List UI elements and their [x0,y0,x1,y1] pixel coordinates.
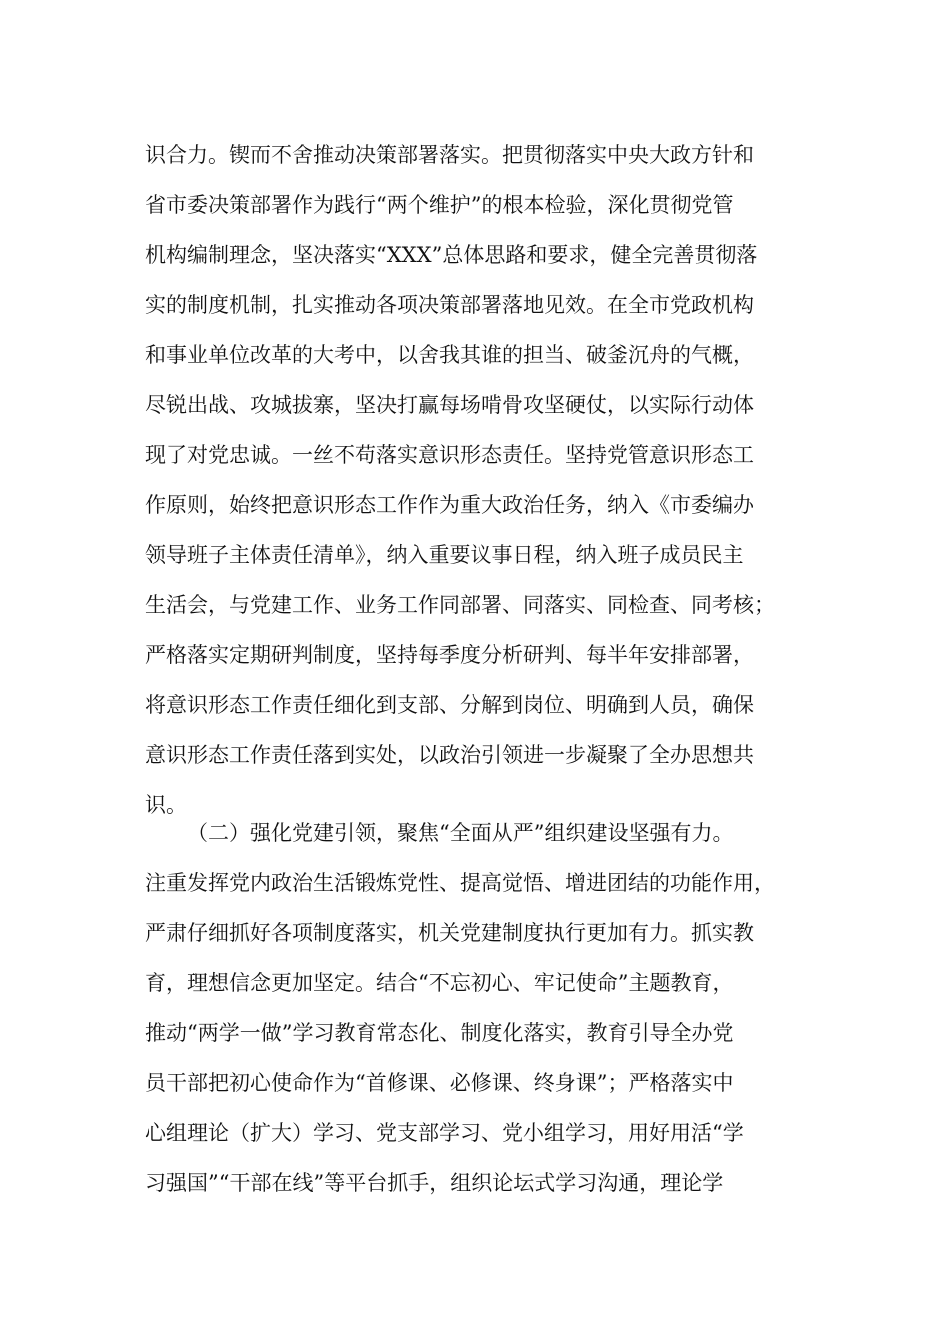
paragraph-2-line: 心组理论（扩大）学习、党支部学习、党小组学习，用好用活“学 [145,1121,744,1145]
paragraph-2-line: 推动“两学一做”学习教育常态化、制度化落实，教育引导全办党 [145,1021,734,1045]
paragraph-1-line: 省市委决策部署作为践行“两个维护”的根本检验，深化贯彻党管 [145,193,734,217]
paragraph-1-line: 现了对党忠诚。一丝不苟落实意识形态责任。坚持党管意识形态工 [145,443,754,467]
paragraph-1-line: 领导班子主体责任清单》，纳入重要议事日程，纳入班子成员民主 [145,543,744,567]
paragraph-2-line: 育，理想信念更加坚定。结合“不忘初心、牢记使命”主题教育， [145,971,734,995]
paragraph-2-line: 严肃仔细抓好各项制度落实，机关党建制度执行更加有力。抓实教 [145,921,754,945]
paragraph-1-line: 意识形态工作责任落到实处，以政治引领进一步凝聚了全办思想共 [145,743,754,767]
paragraph-1-line: 作原则，始终把意识形态工作作为重大政治任务，纳入《市委编办 [145,493,754,517]
paragraph-1-line: 识。 [145,793,187,817]
paragraph-1-line: 实的制度机制，扎实推动各项决策部署落地见效。在全市党政机构 [145,293,754,317]
section-heading: （二）强化党建引领，聚焦“全面从严”组织建设坚强有力。 [187,821,734,845]
paragraph-1-line: 严格落实定期研判制度，坚持每季度分析研判、每半年安排部署， [145,643,754,667]
paragraph-1-line: 和事业单位改革的大考中，以舍我其谁的担当、破釜沉舟的气概， [145,343,754,367]
paragraph-1-line: 将意识形态工作责任细化到支部、分解到岗位、明确到人员，确保 [145,693,754,717]
paragraph-2-line: 习强国”“干部在线”等平台抓手，组织论坛式学习沟通，理论学 [145,1171,724,1195]
paragraph-1-line: 尽锐出战、攻城拔寨，坚决打赢每场啃骨攻坚硬仗，以实际行动体 [145,393,754,417]
paragraph-1-line: 机构编制理念，坚决落实“XXX”总体思路和要求，健全完善贯彻落 [145,243,758,267]
paragraph-1-line: 识合力。锲而不舍推动决策部署落实。把贯彻落实中央大政方针和 [145,143,754,167]
paragraph-2-line: 员干部把初心使命作为“首修课、必修课、终身课”；严格落实中 [145,1071,734,1095]
paragraph-1-line: 生活会，与党建工作、业务工作同部署、同落实、同检查、同考核； [145,593,775,617]
paragraph-2-line: 注重发挥党内政治生活锻炼党性、提高觉悟、增进团结的功能作用， [145,871,775,895]
